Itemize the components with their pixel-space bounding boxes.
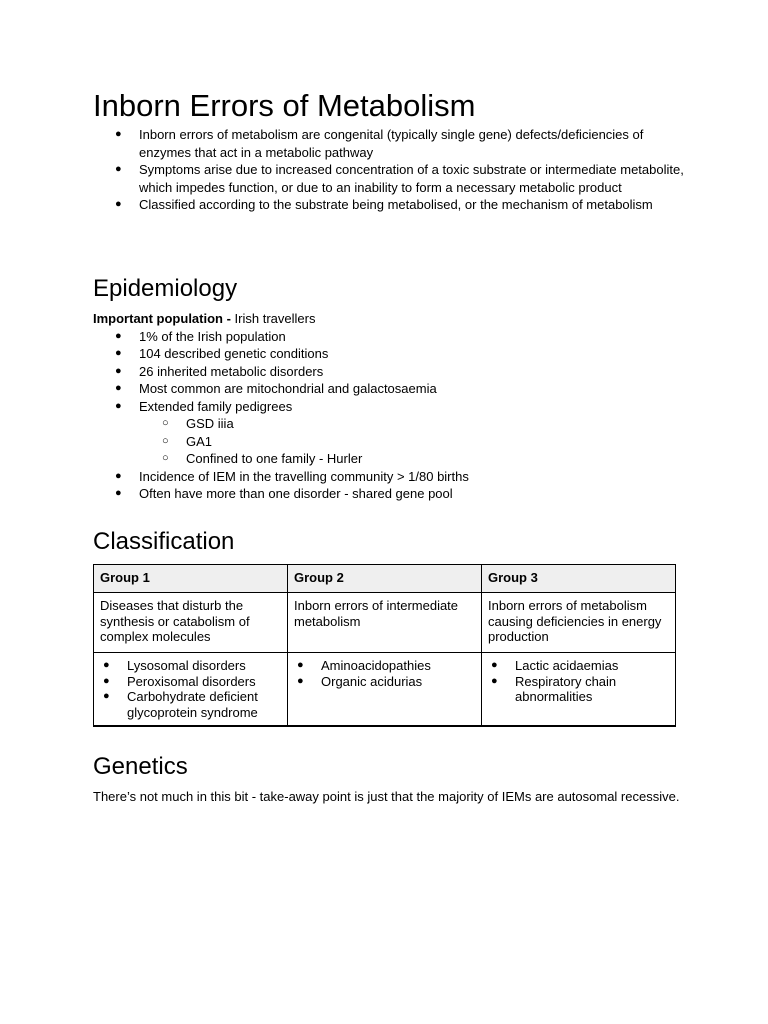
epidemiology-bullet: ● 104 described genetic conditions	[93, 345, 693, 363]
table-row	[94, 653, 676, 727]
important-population-label: Important population -	[93, 311, 235, 326]
epidemiology-bullet: ● Extended family pedigrees	[93, 398, 693, 416]
epidemiology-heading: Epidemiology	[93, 275, 238, 302]
important-population-line	[93, 310, 693, 328]
pedigree-sub-bullet: ○ Confined to one family - Hurler	[93, 450, 693, 468]
epidemiology-bullet: ● Incidence of IEM in the travelling community > 1/80 births	[93, 468, 693, 486]
intro-section	[93, 126, 693, 214]
table-header-cell: Group 2	[288, 565, 482, 593]
epidemiology-bullet: ● Often have more than one disorder - shared gene pool	[93, 485, 693, 503]
table-header-row	[94, 565, 676, 593]
classification-table	[93, 564, 676, 727]
list-item: ● Respiratory chain abnormalities	[488, 674, 669, 705]
epidemiology-bullet: ● 26 inherited metabolic disorders	[93, 363, 693, 381]
group-description-cell: Inborn errors of metabolism causing deficiencies in energy production	[482, 593, 676, 653]
classification-heading: Classification	[93, 528, 235, 555]
group-examples-list	[100, 658, 281, 720]
group-description-cell: Inborn errors of intermediate metabolism	[288, 593, 482, 653]
group-list-cell	[288, 653, 482, 727]
intro-bullet: ● Classified according to the substrate being metabolised, or the mechanism of metabolism	[93, 196, 693, 214]
list-item: ● Carbohydrate deficient glycoprotein syndrome	[100, 689, 281, 720]
epidemiology-bullet-list	[93, 328, 693, 416]
epidemiology-bullet-list-continued	[93, 468, 693, 503]
genetics-heading: Genetics	[93, 753, 188, 780]
list-item: ● Organic acidurias	[294, 674, 475, 690]
epidemiology-bullet: ● Most common are mitochondrial and galactosaemia	[93, 380, 693, 398]
group-examples-list	[488, 658, 669, 705]
intro-bullet: ● Inborn errors of metabolism are congenital (typically single gene) defects/deficiencies of enzymes that act in a metabolic pathway	[93, 126, 693, 161]
list-item: ● Aminoacidopathies	[294, 658, 475, 674]
table-header-cell: Group 3	[482, 565, 676, 593]
group-description-cell: Diseases that disturb the synthesis or catabolism of complex molecules	[94, 593, 288, 653]
table-header-cell: Group 1	[94, 565, 288, 593]
genetics-paragraph: There’s not much in this bit - take-away point is just that the majority of IEMs are autosomal recessive.	[93, 789, 680, 804]
list-item: ● Lysosomal disorders	[100, 658, 281, 674]
list-item: ● Peroxisomal disorders	[100, 674, 281, 690]
group-examples-list	[294, 658, 475, 689]
intro-bullet-list	[93, 126, 693, 214]
epidemiology-bullet: ● 1% of the Irish population	[93, 328, 693, 346]
table-row	[94, 593, 676, 653]
important-population-value: Irish travellers	[234, 311, 316, 326]
pedigree-sub-list	[93, 415, 693, 468]
group-list-cell	[482, 653, 676, 727]
group-list-cell	[94, 653, 288, 727]
list-item: ● Lactic acidaemias	[488, 658, 669, 674]
pedigree-sub-bullet: ○ GSD iiia	[93, 415, 693, 433]
page-title: Inborn Errors of Metabolism	[93, 88, 476, 123]
intro-bullet: ● Symptoms arise due to increased concentration of a toxic substrate or intermediate metabolite, which impedes function, or due to an inability to form a necessary metabolic product	[93, 161, 693, 196]
pedigree-sub-bullet: ○ GA1	[93, 433, 693, 451]
epidemiology-section	[93, 310, 693, 503]
